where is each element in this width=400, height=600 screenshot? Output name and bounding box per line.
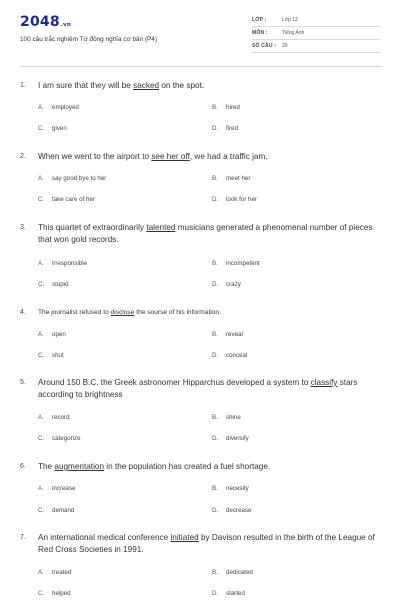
option-d[interactable]: D. fired — [212, 125, 239, 132]
meta-value: 20 — [282, 43, 288, 49]
meta-row-subject — [252, 27, 380, 40]
option-a[interactable]: A. say good bye to her — [38, 175, 107, 182]
site-logo[interactable]: 2048.vn — [20, 14, 71, 30]
option-b[interactable]: B. incompetent — [212, 260, 260, 267]
question-3 — [20, 222, 382, 288]
question-number: 7. — [20, 534, 26, 541]
option-b[interactable]: B. hired — [212, 104, 240, 111]
question-number: 6. — [20, 463, 26, 470]
option-d[interactable]: D. started — [212, 590, 245, 597]
header-divider — [20, 66, 382, 67]
question-4 — [20, 307, 382, 359]
underlined-word: augmentation — [54, 462, 105, 471]
option-b[interactable]: B. shine — [212, 414, 241, 421]
option-c[interactable]: C. given — [38, 125, 67, 132]
option-c[interactable]: C. demand — [38, 507, 75, 514]
question-text: 6. The augmentation in the population has created a fuel shortage. — [20, 462, 271, 471]
option-d[interactable]: D. conceal — [212, 352, 248, 359]
option-a[interactable]: A. treated — [38, 569, 72, 576]
underlined-word: initiated — [170, 533, 199, 542]
option-c[interactable]: C. shut — [38, 352, 64, 359]
option-d[interactable]: D. look for her — [212, 196, 257, 203]
option-d[interactable]: D. diversify — [212, 435, 249, 442]
option-b[interactable]: B. necesity — [212, 485, 249, 492]
meta-label: SỐ CÂU : — [252, 43, 277, 49]
question-text: 3. This quartet of extraordinarily talented musicians generated a phenomenal number of pieces that won gold records. — [20, 223, 373, 244]
question-text: 4. The journalist refused to disclose the sourse of his information. — [20, 309, 221, 316]
option-c[interactable]: C. stupid — [38, 281, 69, 288]
question-text: 2. When we went to the airport to see her off, we had a traffic jam. — [20, 152, 268, 161]
option-d[interactable]: D. crazy — [212, 281, 241, 288]
meta-value: Tiếng Anh — [282, 30, 305, 36]
question-text: 7. An international medical conference initiated by Davison resulted in the birth of the League of Red Cross Societies in 1991. — [20, 533, 375, 554]
underlined-word: classify — [310, 378, 338, 387]
option-a[interactable]: A. increase — [38, 485, 76, 492]
option-b[interactable]: B. meet her — [212, 175, 251, 182]
option-c[interactable]: C. helped — [38, 590, 71, 597]
question-number: 5. — [20, 379, 26, 386]
question-7 — [20, 532, 382, 597]
meta-label: MÔN : — [252, 30, 268, 36]
question-number: 1. — [20, 82, 26, 89]
option-b[interactable]: B. reveal — [212, 331, 243, 338]
underlined-word: talented — [146, 223, 176, 232]
option-a[interactable]: A. open — [38, 331, 66, 338]
option-c[interactable]: C. take care of her — [38, 196, 95, 203]
question-number: 2. — [20, 153, 26, 160]
question-number: 4. — [20, 309, 26, 316]
question-6 — [20, 461, 382, 514]
question-number: 3. — [20, 224, 26, 231]
option-d[interactable]: D. decrease — [212, 507, 252, 514]
question-2 — [20, 151, 382, 203]
meta-row-grade — [252, 14, 380, 27]
worksheet-meta — [252, 14, 380, 53]
worksheet-header — [20, 14, 382, 60]
option-c[interactable]: C. categorize — [38, 435, 81, 442]
meta-label: LỚP : — [252, 17, 267, 23]
question-text: 1. I am sure that they will be sacked on the spot. — [20, 81, 205, 90]
worksheet-title: 100 câu trắc nghiệm Từ đồng nghĩa cơ bản (P4) — [20, 36, 157, 43]
option-a[interactable]: A. irresponsible — [38, 260, 88, 267]
underlined-word: see her off — [151, 152, 190, 161]
option-b[interactable]: B. dedicated — [212, 569, 253, 576]
meta-value: Lớp 12 — [282, 17, 298, 23]
question-5 — [20, 377, 382, 442]
question-text: 5. Around 150 B.C. the Greek astronomer Hipparchus developed a system to classify stars according to brightness — [20, 378, 358, 399]
option-a[interactable]: A. record — [38, 414, 70, 421]
meta-row-count — [252, 40, 380, 53]
underlined-word: disclose — [110, 309, 135, 316]
question-1 — [20, 80, 382, 132]
underlined-word: sacked — [133, 81, 160, 90]
option-a[interactable]: A. employed — [38, 104, 79, 111]
